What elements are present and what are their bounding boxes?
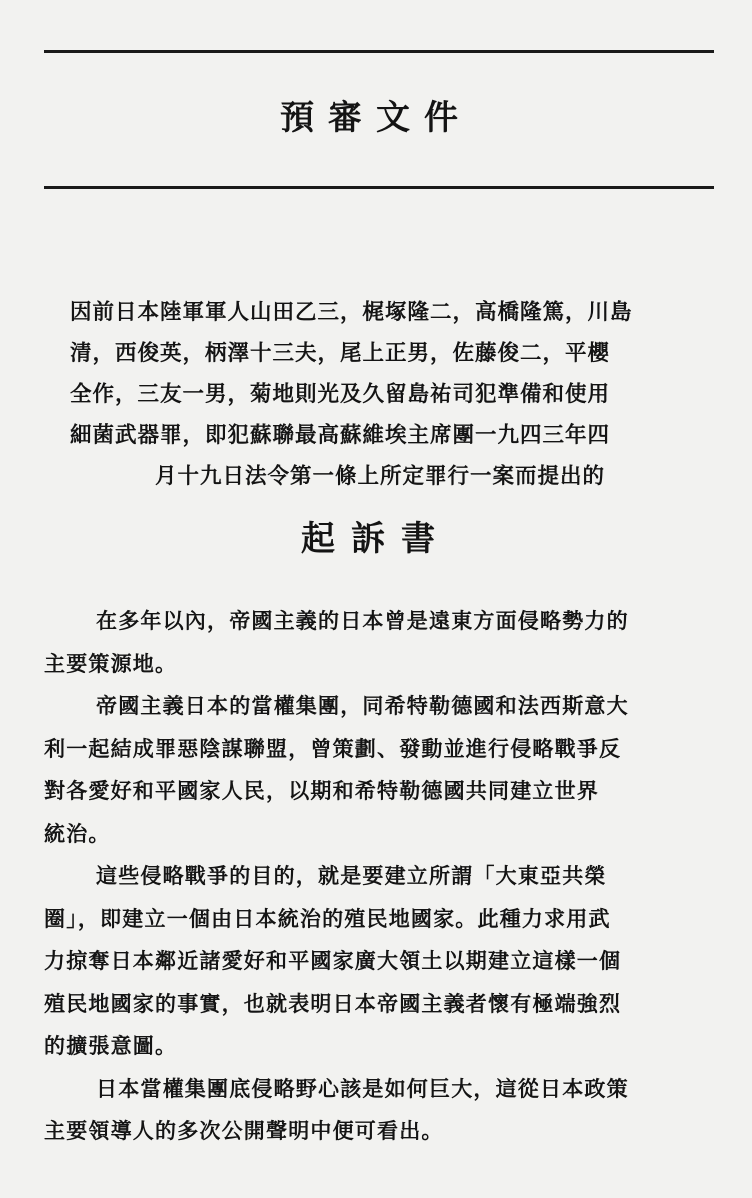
paragraph-line: 圈」，即建立一個由日本統治的殖民地國家。此種力求用武 [44, 905, 611, 931]
paragraph-line: 殖民地國家的事實，也就表明日本帝國主義者懷有極端強烈 [44, 990, 622, 1016]
paragraph-line: 這些侵略戰爭的目的，就是要建立所謂「大東亞共榮 [96, 863, 607, 888]
intro-line: 因前日本陸軍軍人山田乙三，梶塚隆二，高橋隆篤，川島 [70, 300, 633, 325]
paragraph-line: 日本當權集團底侵略野心該是如何巨大，這從日本政策 [96, 1075, 629, 1101]
paragraph-line: 帝國主義日本的當權集團，同希特勒德國和法西斯意大 [96, 693, 629, 718]
intro-line: 細菌武器罪，即犯蘇聯最高蘇維埃主席團一九四三年四 [70, 423, 611, 448]
bottom-rule [44, 186, 714, 189]
paragraph [44, 855, 724, 1068]
intro-block [70, 292, 690, 497]
body-text [44, 600, 724, 1153]
top-rule [44, 50, 714, 53]
paragraph-line: 在多年以內，帝國主義的日本曾是遠東方面侵略勢力的 [96, 608, 629, 633]
paragraph-line: 統治。 [44, 820, 111, 846]
intro-line: 月十九日法令第一條上所定罪行一案而提出的 [154, 464, 605, 489]
intro-line: 全作，三友一男，菊地則光及久留島祐司犯準備和使用 [70, 382, 611, 407]
paragraph [44, 600, 724, 685]
paragraph-line: 力掠奪日本鄰近諸愛好和平國家廣大領土以期建立這樣一個 [44, 948, 622, 973]
paragraph-line: 利一起結成罪惡陰謀聯盟，曾策劃、發動並進行侵略戰爭反 [44, 735, 622, 761]
document-subtitle: 起訴書 [301, 519, 451, 559]
paragraph [44, 1068, 724, 1153]
paragraph-line: 主要領導人的多次公開聲明中便可看出。 [44, 1118, 444, 1143]
page-title: 預審文件 [280, 98, 472, 138]
intro-line: 清，西俊英，柄澤十三夫，尾上正男，佐藤俊二，平櫻 [70, 341, 611, 366]
paragraph-line: 對各愛好和平國家人民，以期和希特勒德國共同建立世界 [44, 778, 599, 803]
paragraph [44, 685, 724, 855]
paragraph-line: 主要策源地。 [44, 650, 178, 676]
paragraph-line: 的擴張意圖。 [44, 1033, 178, 1058]
